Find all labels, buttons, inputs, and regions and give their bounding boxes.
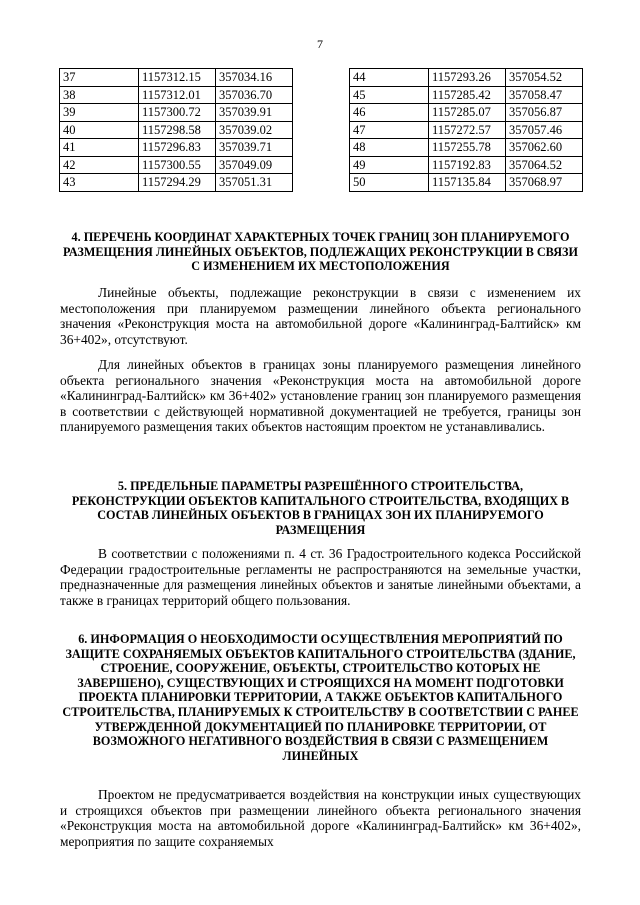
table-row — [350, 121, 583, 139]
point-number-cell: 47 — [350, 121, 429, 139]
x-coordinate-cell: 1157300.72 — [139, 104, 216, 122]
x-coordinate-cell: 1157296.83 — [139, 139, 216, 157]
table-row — [350, 86, 583, 104]
page-number: 7 — [317, 37, 323, 51]
y-coordinate-cell: 357068.97 — [506, 174, 583, 192]
point-number-cell: 48 — [350, 139, 429, 157]
y-coordinate-cell: 357064.52 — [506, 156, 583, 174]
table-row — [60, 174, 293, 192]
point-number-cell: 45 — [350, 86, 429, 104]
table-row — [350, 174, 583, 192]
y-coordinate-cell: 357039.91 — [216, 104, 293, 122]
y-coordinate-cell: 357056.87 — [506, 104, 583, 122]
point-number-cell: 41 — [60, 139, 139, 157]
x-coordinate-cell: 1157312.15 — [139, 69, 216, 87]
y-coordinate-cell: 357062.60 — [506, 139, 583, 157]
section-4-paragraph-1: Линейные объекты, подлежащие реконструкции в связи с изменением их местоположения при планируемом размещении линейного объекта регионального значения «Реконструкция моста на автомобильной дороге «Калининград-Балтийск» км 36+402», отсутствуют. — [60, 285, 581, 347]
point-number-cell: 49 — [350, 156, 429, 174]
section-5-paragraph-1: В соответствии с положениями п. 4 ст. 36 Градостроительного кодекса Российской Федерации градостроительные регламенты не распространяются на земельные участки, предназначенные для размещения линейных объектов и занятые линейными объектами, а также в границах территорий общего пользования. — [60, 546, 581, 608]
table-row — [60, 156, 293, 174]
y-coordinate-cell: 357036.70 — [216, 86, 293, 104]
x-coordinate-cell: 1157298.58 — [139, 121, 216, 139]
table-row — [350, 69, 583, 87]
table-row — [350, 156, 583, 174]
point-number-cell: 38 — [60, 86, 139, 104]
x-coordinate-cell: 1157294.29 — [139, 174, 216, 192]
point-number-cell: 37 — [60, 69, 139, 87]
point-number-cell: 43 — [60, 174, 139, 192]
x-coordinate-cell: 1157135.84 — [429, 174, 506, 192]
section-4-heading: 4. ПЕРЕЧЕНЬ КООРДИНАТ ХАРАКТЕРНЫХ ТОЧЕК ГРАНИЦ ЗОН ПЛАНИРУЕМОГО РАЗМЕЩЕНИЯ ЛИНЕЙНЫХ ОБЪЕКТОВ, ПОДЛЕЖАЩИХ РЕКОНСТРУКЦИИ В СВЯЗИ С ИЗМЕНЕНИЕМ ИХ МЕСТОПОЛОЖЕНИЯ — [63, 230, 578, 274]
y-coordinate-cell: 357057.46 — [506, 121, 583, 139]
x-coordinate-cell: 1157285.42 — [429, 86, 506, 104]
x-coordinate-cell: 1157192.83 — [429, 156, 506, 174]
table-row — [60, 104, 293, 122]
table-row — [60, 69, 293, 87]
section-6-heading: 6. ИНФОРМАЦИЯ О НЕОБХОДИМОСТИ ОСУЩЕСТВЛЕНИЯ МЕРОПРИЯТИЙ ПО ЗАЩИТЕ СОХРАНЯЕМЫХ ОБЪЕКТОВ КАПИТАЛЬНОГО СТРОИТЕЛЬСТВА (ЗДАНИЕ, СТРОЕНИЕ, СООРУЖЕНИЕ, ОБЪЕКТЫ, СТРОИТЕЛЬСТВО КОТОРЫХ НЕ ЗАВЕРШЕНО), СУЩЕСТВУЮЩИХ И СТРОЯЩИХСЯ НА МОМЕНТ ПОДГОТОВКИ ПРОЕКТА ПЛАНИРОВКИ ТЕРРИТОРИИ, А ТАКЖЕ ОБЪЕКТОВ КАПИТАЛЬНОГО СТРОИТЕЛЬСТВА, ПЛАНИРУЕМЫХ К СТРОИТЕЛЬСТВУ В СООТВЕТСТВИИ С РАНЕЕ УТВЕРЖДЕННОЙ ДОКУМЕНТАЦИЕЙ ПО ПЛАНИРОВКЕ ТЕРРИТОРИИ, ОТ ВОЗМОЖНОГО НЕГАТИВНОГО ВОЗДЕЙСТВИЯ В СВЯЗИ С РАЗМЕЩЕНИЕМ ЛИНЕЙНЫХ — [62, 632, 579, 763]
point-number-cell: 50 — [350, 174, 429, 192]
y-coordinate-cell: 357039.71 — [216, 139, 293, 157]
table-row — [60, 139, 293, 157]
coordinates-table-left — [59, 68, 293, 192]
x-coordinate-cell: 1157293.26 — [429, 69, 506, 87]
section-5-heading: 5. ПРЕДЕЛЬНЫЕ ПАРАМЕТРЫ РАЗРЕШЁННОГО СТРОИТЕЛЬСТВА, РЕКОНСТРУКЦИИ ОБЪЕКТОВ КАПИТАЛЬНОГО СТРОИТЕЛЬСТВА, ВХОДЯЩИХ В СОСТАВ ЛИНЕЙНЫХ ОБЪЕКТОВ В ГРАНИЦАХ ЗОН ИХ ПЛАНИРУЕМОГО РАЗМЕЩЕНИЯ — [71, 479, 570, 537]
coordinates-table-right — [349, 68, 583, 192]
point-number-cell: 40 — [60, 121, 139, 139]
x-coordinate-cell: 1157312.01 — [139, 86, 216, 104]
table-row — [350, 104, 583, 122]
y-coordinate-cell: 357039.02 — [216, 121, 293, 139]
table-row — [60, 121, 293, 139]
y-coordinate-cell: 357054.52 — [506, 69, 583, 87]
table-row — [60, 86, 293, 104]
x-coordinate-cell: 1157272.57 — [429, 121, 506, 139]
x-coordinate-cell: 1157255.78 — [429, 139, 506, 157]
point-number-cell: 46 — [350, 104, 429, 122]
point-number-cell: 44 — [350, 69, 429, 87]
point-number-cell: 42 — [60, 156, 139, 174]
y-coordinate-cell: 357034.16 — [216, 69, 293, 87]
x-coordinate-cell: 1157300.55 — [139, 156, 216, 174]
coordinates-table-left-body — [60, 69, 293, 192]
table-row — [350, 139, 583, 157]
coordinates-table-right-body — [350, 69, 583, 192]
section-6-paragraph-1: Проектом не предусматривается воздействия на конструкции иных существующих и строящихся объектов при размещении линейного объекта регионального значения «Реконструкция моста на автомобильной дороге «Калининград-Балтийск» км 36+402», мероприятия по защите сохраняемых — [60, 787, 581, 849]
y-coordinate-cell: 357058.47 — [506, 86, 583, 104]
x-coordinate-cell: 1157285.07 — [429, 104, 506, 122]
y-coordinate-cell: 357051.31 — [216, 174, 293, 192]
point-number-cell: 39 — [60, 104, 139, 122]
y-coordinate-cell: 357049.09 — [216, 156, 293, 174]
section-4-paragraph-2: Для линейных объектов в границах зоны планируемого размещения линейного объекта регионального значения «Реконструкция моста на автомобильной дороге «Калининград-Балтийск» км 36+402» установление границ зон планируемого размещения в соответствии с действующей нормативной документацией не требуется, границы зон планируемого размещения таких объектов настоящим проектом не устанавливались. — [60, 357, 581, 435]
